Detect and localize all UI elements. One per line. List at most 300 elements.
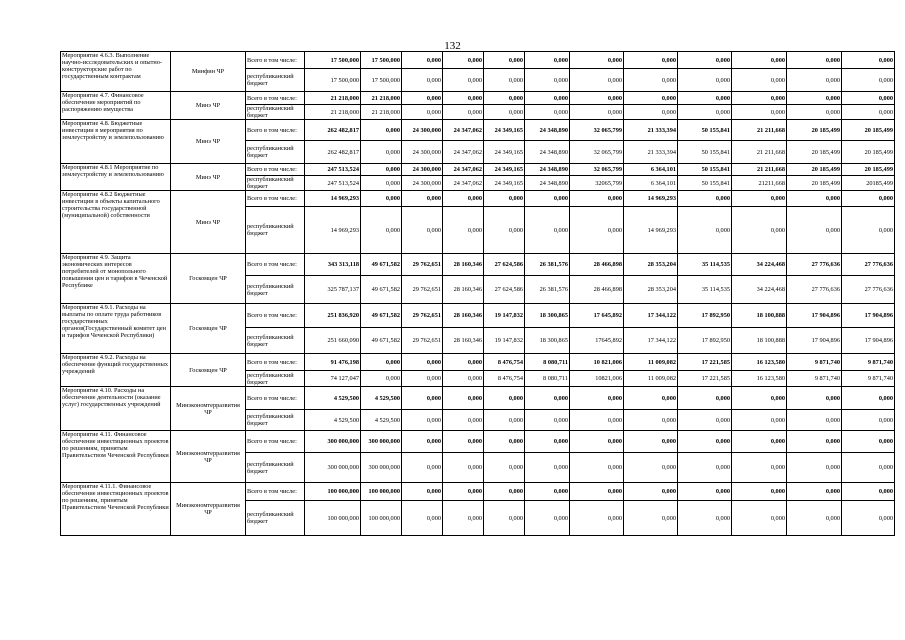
table-row xyxy=(61,387,895,410)
year-value-cell: 28 160,346 xyxy=(443,304,484,328)
year-value-cell: 0,000 xyxy=(787,105,842,120)
year-value-cell: 20 185,499 xyxy=(842,141,895,164)
year-value-cell: 17 892,950 xyxy=(678,328,732,354)
total-value-cell: 325 787,137 xyxy=(305,276,361,304)
executor-cell: Минэкономтерразвития ЧР xyxy=(171,483,246,536)
year-value-cell: 0,000 xyxy=(361,120,402,141)
year-value-cell: 24 349,165 xyxy=(484,176,525,191)
year-value-cell: 24 349,165 xyxy=(484,120,525,141)
year-value-cell: 0,000 xyxy=(678,501,732,536)
year-value-cell: 0,000 xyxy=(443,410,484,431)
year-value-cell: 27 776,636 xyxy=(787,276,842,304)
year-value-cell: 21 218,000 xyxy=(361,92,402,105)
funding-source: республиканский бюджет xyxy=(246,207,305,254)
year-value-cell: 300 000,000 xyxy=(361,453,402,483)
table-row xyxy=(61,254,895,276)
measure-name: Мероприятие 4.8.2 Бюджетные инвестиции в объекты капитального строительства государственной (муниципальной) собственности xyxy=(61,191,171,254)
year-value-cell: 0,000 xyxy=(842,92,895,105)
year-value-cell: 10 821,006 xyxy=(570,354,624,371)
year-value-cell: 0,000 xyxy=(525,431,570,453)
measure-name: Мероприятие 4.9. Защита экономических интересов потребителей от монопольного повышения цен и тарифов в Чеченской Республике xyxy=(61,254,171,304)
year-value-cell: 24 300,000 xyxy=(402,164,443,176)
year-value-cell: 0,000 xyxy=(842,207,895,254)
year-value-cell: 0,000 xyxy=(624,105,678,120)
year-value-cell: 17645,892 xyxy=(570,328,624,354)
year-value-cell: 20 185,499 xyxy=(842,120,895,141)
year-value-cell: 0,000 xyxy=(570,207,624,254)
total-value-cell: 262 482,817 xyxy=(305,141,361,164)
year-value-cell: 0,000 xyxy=(484,105,525,120)
table-row xyxy=(61,431,895,453)
year-value-cell: 18 300,865 xyxy=(525,328,570,354)
year-value-cell: 21 333,394 xyxy=(624,141,678,164)
year-value-cell: 34 224,468 xyxy=(732,254,787,276)
funding-source: Всего в том числе: xyxy=(246,254,305,276)
year-value-cell: 0,000 xyxy=(842,105,895,120)
year-value-cell: 27 624,586 xyxy=(484,276,525,304)
year-value-cell: 0,000 xyxy=(787,52,842,69)
year-value-cell: 29 762,651 xyxy=(402,254,443,276)
year-value-cell: 0,000 xyxy=(402,105,443,120)
year-value-cell: 8 476,754 xyxy=(484,354,525,371)
table-row xyxy=(61,304,895,328)
table-row xyxy=(61,483,895,501)
total-value-cell: 21 218,000 xyxy=(305,105,361,120)
year-value-cell: 0,000 xyxy=(787,207,842,254)
year-value-cell: 0,000 xyxy=(484,431,525,453)
year-value-cell: 0,000 xyxy=(842,52,895,69)
year-value-cell: 0,000 xyxy=(678,52,732,69)
year-value-cell: 16 123,580 xyxy=(732,354,787,371)
year-value-cell: 0,000 xyxy=(402,410,443,431)
executor-cell: Минэ ЧР xyxy=(171,164,246,191)
table-row xyxy=(61,191,895,207)
year-value-cell: 0,000 xyxy=(402,453,443,483)
total-value-cell: 100 000,000 xyxy=(305,483,361,501)
funding-source: Всего в том числе: xyxy=(246,120,305,141)
year-value-cell: 0,000 xyxy=(624,501,678,536)
year-value-cell: 24 348,890 xyxy=(525,176,570,191)
year-value-cell: 0,000 xyxy=(624,92,678,105)
year-value-cell: 0,000 xyxy=(732,52,787,69)
year-value-cell: 0,000 xyxy=(570,92,624,105)
measure-name: Мероприятие 4.9.2. Расходы на обеспечение функций государственных учреждений xyxy=(61,354,171,387)
funding-source: республиканский бюджет xyxy=(246,276,305,304)
table-body xyxy=(61,52,895,536)
year-value-cell: 0,000 xyxy=(842,410,895,431)
year-value-cell: 0,000 xyxy=(525,105,570,120)
year-value-cell: 0,000 xyxy=(484,69,525,92)
year-value-cell: 0,000 xyxy=(678,191,732,207)
year-value-cell: 0,000 xyxy=(678,69,732,92)
year-value-cell: 0,000 xyxy=(732,483,787,501)
year-value-cell: 0,000 xyxy=(443,431,484,453)
year-value-cell: 0,000 xyxy=(678,483,732,501)
total-value-cell: 17 500,000 xyxy=(305,69,361,92)
year-value-cell: 8 080,711 xyxy=(525,371,570,387)
year-value-cell: 0,000 xyxy=(402,52,443,69)
year-value-cell: 0,000 xyxy=(402,92,443,105)
funding-source: Всего в том числе: xyxy=(246,304,305,328)
year-value-cell: 0,000 xyxy=(525,207,570,254)
year-value-cell: 0,000 xyxy=(525,52,570,69)
year-value-cell: 0,000 xyxy=(678,105,732,120)
year-value-cell: 28 160,346 xyxy=(443,254,484,276)
year-value-cell: 17 645,892 xyxy=(570,304,624,328)
year-value-cell: 35 114,535 xyxy=(678,254,732,276)
executor-cell: Минэ ЧР xyxy=(171,191,246,254)
funding-source: республиканский бюджет xyxy=(246,141,305,164)
year-value-cell: 0,000 xyxy=(402,371,443,387)
total-value-cell: 247 513,524 xyxy=(305,176,361,191)
year-value-cell: 0,000 xyxy=(678,431,732,453)
year-value-cell: 17 344,122 xyxy=(624,304,678,328)
year-value-cell: 0,000 xyxy=(570,501,624,536)
year-value-cell: 32065,799 xyxy=(570,176,624,191)
total-value-cell: 74 127,047 xyxy=(305,371,361,387)
year-value-cell: 0,000 xyxy=(443,371,484,387)
year-value-cell: 28 353,204 xyxy=(624,276,678,304)
executor-cell: Минэкономтерразвития ЧР xyxy=(171,387,246,431)
year-value-cell: 0,000 xyxy=(570,69,624,92)
year-value-cell: 21 211,668 xyxy=(732,141,787,164)
funding-source: Всего в том числе: xyxy=(246,164,305,176)
measure-name: Мероприятие 4.7. Финансовое обеспечение мероприятий по распоряжению имущества xyxy=(61,92,171,120)
year-value-cell: 0,000 xyxy=(732,191,787,207)
year-value-cell: 20 185,499 xyxy=(787,164,842,176)
year-value-cell: 0,000 xyxy=(443,501,484,536)
year-value-cell: 11 009,082 xyxy=(624,354,678,371)
year-value-cell: 0,000 xyxy=(787,453,842,483)
year-value-cell: 0,000 xyxy=(570,52,624,69)
year-value-cell: 0,000 xyxy=(443,483,484,501)
year-value-cell: 27 624,586 xyxy=(484,254,525,276)
year-value-cell: 0,000 xyxy=(624,52,678,69)
year-value-cell: 0,000 xyxy=(570,387,624,410)
year-value-cell: 0,000 xyxy=(787,431,842,453)
year-value-cell: 32 065,799 xyxy=(570,164,624,176)
year-value-cell: 0,000 xyxy=(361,141,402,164)
total-value-cell: 251 660,090 xyxy=(305,328,361,354)
year-value-cell: 0,000 xyxy=(787,483,842,501)
table-row xyxy=(61,52,895,69)
year-value-cell: 0,000 xyxy=(402,69,443,92)
total-value-cell: 262 482,817 xyxy=(305,120,361,141)
year-value-cell: 100 000,000 xyxy=(361,501,402,536)
year-value-cell: 26 381,576 xyxy=(525,276,570,304)
total-value-cell: 14 969,293 xyxy=(305,207,361,254)
year-value-cell: 20185,499 xyxy=(842,176,895,191)
year-value-cell: 0,000 xyxy=(570,453,624,483)
executor-cell: Минэ ЧР xyxy=(171,92,246,120)
year-value-cell: 17 500,000 xyxy=(361,69,402,92)
funding-source: Всего в том числе: xyxy=(246,387,305,410)
year-value-cell: 28 160,346 xyxy=(443,328,484,354)
total-value-cell: 247 513,524 xyxy=(305,164,361,176)
year-value-cell: 19 147,832 xyxy=(484,328,525,354)
year-value-cell: 49 671,582 xyxy=(361,276,402,304)
year-value-cell: 0,000 xyxy=(678,453,732,483)
year-value-cell: 49 671,582 xyxy=(361,328,402,354)
year-value-cell: 18 100,888 xyxy=(732,304,787,328)
funding-source: республиканский бюджет xyxy=(246,69,305,92)
year-value-cell: 0,000 xyxy=(443,354,484,371)
year-value-cell: 24 300,000 xyxy=(402,176,443,191)
measure-name: Мероприятие 4.8. Бюджетные инвестиции в мероприятия по землеустройству и землепользованию xyxy=(61,120,171,164)
year-value-cell: 32 065,799 xyxy=(570,141,624,164)
year-value-cell: 0,000 xyxy=(525,410,570,431)
year-value-cell: 0,000 xyxy=(484,501,525,536)
year-value-cell: 20 185,499 xyxy=(787,141,842,164)
funding-source: республиканский бюджет xyxy=(246,176,305,191)
executor-cell: Госкомцен ЧР xyxy=(171,304,246,354)
year-value-cell: 18 300,865 xyxy=(525,304,570,328)
total-value-cell: 14 969,293 xyxy=(305,191,361,207)
year-value-cell: 20 185,499 xyxy=(787,176,842,191)
year-value-cell: 35 114,535 xyxy=(678,276,732,304)
year-value-cell: 0,000 xyxy=(484,191,525,207)
year-value-cell: 0,000 xyxy=(525,453,570,483)
year-value-cell: 8 476,754 xyxy=(484,371,525,387)
year-value-cell: 24 347,062 xyxy=(443,141,484,164)
year-value-cell: 27 776,636 xyxy=(842,254,895,276)
year-value-cell: 0,000 xyxy=(443,207,484,254)
year-value-cell: 0,000 xyxy=(624,431,678,453)
executor-cell: Минэкономтерразвития ЧР xyxy=(171,431,246,483)
year-value-cell: 10821,006 xyxy=(570,371,624,387)
page-number: 132 xyxy=(444,40,461,52)
measure-name: Мероприятие 4.8.1 Мероприятие по землеустройству и землепользованию xyxy=(61,164,171,191)
total-value-cell: 4 529,500 xyxy=(305,410,361,431)
total-value-cell: 343 313,118 xyxy=(305,254,361,276)
year-value-cell: 0,000 xyxy=(570,410,624,431)
year-value-cell: 0,000 xyxy=(732,207,787,254)
funding-source: республиканский бюджет xyxy=(246,410,305,431)
total-value-cell: 17 500,000 xyxy=(305,52,361,69)
executor-cell: Минфин ЧР xyxy=(171,52,246,92)
year-value-cell: 0,000 xyxy=(570,105,624,120)
year-value-cell: 18 100,888 xyxy=(732,328,787,354)
year-value-cell: 0,000 xyxy=(624,387,678,410)
year-value-cell: 0,000 xyxy=(787,410,842,431)
year-value-cell: 24 349,165 xyxy=(484,164,525,176)
year-value-cell: 0,000 xyxy=(402,207,443,254)
year-value-cell: 0,000 xyxy=(732,501,787,536)
year-value-cell: 100 000,000 xyxy=(361,483,402,501)
year-value-cell: 14 969,293 xyxy=(624,207,678,254)
year-value-cell: 0,000 xyxy=(361,354,402,371)
year-value-cell: 21 211,668 xyxy=(732,164,787,176)
year-value-cell: 24 347,062 xyxy=(443,176,484,191)
year-value-cell: 4 529,500 xyxy=(361,387,402,410)
year-value-cell: 28 353,204 xyxy=(624,254,678,276)
year-value-cell: 34 224,468 xyxy=(732,276,787,304)
year-value-cell: 0,000 xyxy=(361,164,402,176)
year-value-cell: 20 185,499 xyxy=(787,120,842,141)
year-value-cell: 6 364,101 xyxy=(624,164,678,176)
year-value-cell: 0,000 xyxy=(484,387,525,410)
year-value-cell: 0,000 xyxy=(443,52,484,69)
year-value-cell: 0,000 xyxy=(732,92,787,105)
year-value-cell: 49 671,582 xyxy=(361,254,402,276)
year-value-cell: 0,000 xyxy=(842,431,895,453)
year-value-cell: 17 344,122 xyxy=(624,328,678,354)
year-value-cell: 0,000 xyxy=(842,501,895,536)
year-value-cell: 9 871,740 xyxy=(842,354,895,371)
year-value-cell: 0,000 xyxy=(402,431,443,453)
funding-source: республиканский бюджет xyxy=(246,328,305,354)
year-value-cell: 0,000 xyxy=(570,431,624,453)
year-value-cell: 0,000 xyxy=(624,483,678,501)
total-value-cell: 100 000,000 xyxy=(305,501,361,536)
year-value-cell: 29 762,651 xyxy=(402,276,443,304)
year-value-cell: 0,000 xyxy=(361,191,402,207)
funding-source: Всего в том числе: xyxy=(246,354,305,371)
total-value-cell: 4 529,500 xyxy=(305,387,361,410)
year-value-cell: 0,000 xyxy=(787,191,842,207)
year-value-cell: 17 904,896 xyxy=(787,304,842,328)
year-value-cell: 0,000 xyxy=(678,92,732,105)
year-value-cell: 0,000 xyxy=(842,483,895,501)
executor-cell: Госкомцен ЧР xyxy=(171,354,246,387)
funding-source: Всего в том числе: xyxy=(246,191,305,207)
table-row xyxy=(61,120,895,141)
year-value-cell: 300 000,000 xyxy=(361,431,402,453)
year-value-cell: 28 466,898 xyxy=(570,276,624,304)
year-value-cell: 16 123,580 xyxy=(732,371,787,387)
year-value-cell: 19 147,832 xyxy=(484,304,525,328)
funding-source: республиканский бюджет xyxy=(246,453,305,483)
year-value-cell: 0,000 xyxy=(842,453,895,483)
year-value-cell: 0,000 xyxy=(842,69,895,92)
year-value-cell: 0,000 xyxy=(570,191,624,207)
year-value-cell: 0,000 xyxy=(732,410,787,431)
year-value-cell: 0,000 xyxy=(525,387,570,410)
year-value-cell: 50 155,841 xyxy=(678,176,732,191)
year-value-cell: 49 671,582 xyxy=(361,304,402,328)
total-value-cell: 300 000,000 xyxy=(305,431,361,453)
year-value-cell: 0,000 xyxy=(484,453,525,483)
total-value-cell: 21 218,000 xyxy=(305,92,361,105)
funding-source: республиканский бюджет xyxy=(246,105,305,120)
year-value-cell: 4 529,500 xyxy=(361,410,402,431)
year-value-cell: 0,000 xyxy=(484,52,525,69)
funding-source: Всего в том числе: xyxy=(246,483,305,501)
year-value-cell: 0,000 xyxy=(443,105,484,120)
year-value-cell: 24 348,890 xyxy=(525,141,570,164)
year-value-cell: 32 065,799 xyxy=(570,120,624,141)
year-value-cell: 6 364,101 xyxy=(624,176,678,191)
year-value-cell: 0,000 xyxy=(624,69,678,92)
funding-source: республиканский бюджет xyxy=(246,371,305,387)
year-value-cell: 11 009,082 xyxy=(624,371,678,387)
year-value-cell: 0,000 xyxy=(525,191,570,207)
funding-source: республиканский бюджет xyxy=(246,501,305,536)
table-row xyxy=(61,92,895,105)
year-value-cell: 0,000 xyxy=(443,453,484,483)
year-value-cell: 9 871,740 xyxy=(842,371,895,387)
table-row xyxy=(61,354,895,371)
year-value-cell: 0,000 xyxy=(624,453,678,483)
year-value-cell: 9 871,740 xyxy=(787,371,842,387)
year-value-cell: 24 349,165 xyxy=(484,141,525,164)
table-row xyxy=(61,164,895,176)
year-value-cell: 0,000 xyxy=(732,69,787,92)
year-value-cell: 0,000 xyxy=(402,501,443,536)
year-value-cell: 0,000 xyxy=(484,92,525,105)
year-value-cell: 0,000 xyxy=(624,410,678,431)
year-value-cell: 8 080,711 xyxy=(525,354,570,371)
funding-source: Всего в том числе: xyxy=(246,431,305,453)
year-value-cell: 26 381,576 xyxy=(525,254,570,276)
total-value-cell: 91 476,198 xyxy=(305,354,361,371)
year-value-cell: 0,000 xyxy=(443,92,484,105)
year-value-cell: 0,000 xyxy=(484,483,525,501)
year-value-cell: 24 348,890 xyxy=(525,120,570,141)
year-value-cell: 28 160,346 xyxy=(443,276,484,304)
measure-name: Мероприятие 4.11.1. Финансовое обеспечение инвестиционных проектов по решениям, принятым Правительством Чеченской Республики xyxy=(61,483,171,536)
year-value-cell: 24 300,000 xyxy=(402,120,443,141)
year-value-cell: 29 762,651 xyxy=(402,304,443,328)
year-value-cell: 50 155,841 xyxy=(678,120,732,141)
funding-source: Всего в том числе: xyxy=(246,92,305,105)
year-value-cell: 0,000 xyxy=(402,354,443,371)
year-value-cell: 0,000 xyxy=(842,387,895,410)
year-value-cell: 17 904,896 xyxy=(842,328,895,354)
year-value-cell: 20 185,499 xyxy=(842,164,895,176)
measure-name: Мероприятие 4.6.3. Выполнение научно-исследовательских и опытно-конструкторские работ по государственным контрактам xyxy=(61,52,171,92)
year-value-cell: 0,000 xyxy=(525,483,570,501)
year-value-cell: 24 347,062 xyxy=(443,164,484,176)
year-value-cell: 27 776,636 xyxy=(787,254,842,276)
year-value-cell: 0,000 xyxy=(842,191,895,207)
executor-cell: Госкомцен ЧР xyxy=(171,254,246,304)
year-value-cell: 0,000 xyxy=(484,207,525,254)
year-value-cell: 0,000 xyxy=(402,191,443,207)
year-value-cell: 27 776,636 xyxy=(842,276,895,304)
year-value-cell: 17 500,000 xyxy=(361,52,402,69)
year-value-cell: 0,000 xyxy=(787,501,842,536)
year-value-cell: 9 871,740 xyxy=(787,354,842,371)
year-value-cell: 17 904,896 xyxy=(842,304,895,328)
year-value-cell: 0,000 xyxy=(361,207,402,254)
year-value-cell: 0,000 xyxy=(732,453,787,483)
year-value-cell: 0,000 xyxy=(361,371,402,387)
measure-name: Мероприятие 4.9.1. Расходы на выплаты по оплате труда работников государственных органов(Государственный комитет цен и тарифов Чеченской Республики) xyxy=(61,304,171,354)
year-value-cell: 0,000 xyxy=(732,387,787,410)
year-value-cell: 0,000 xyxy=(361,176,402,191)
year-value-cell: 28 466,898 xyxy=(570,254,624,276)
year-value-cell: 0,000 xyxy=(443,191,484,207)
year-value-cell: 21211,668 xyxy=(732,176,787,191)
year-value-cell: 0,000 xyxy=(787,69,842,92)
year-value-cell: 0,000 xyxy=(678,207,732,254)
budget-table xyxy=(60,51,895,536)
year-value-cell: 24 347,062 xyxy=(443,120,484,141)
measure-name: Мероприятие 4.11. Финансовое обеспечение инвестиционных проектов по решениям, принятым Правительством Чеченской Республики xyxy=(61,431,171,483)
year-value-cell: 17 892,950 xyxy=(678,304,732,328)
year-value-cell: 17 904,896 xyxy=(787,328,842,354)
funding-source: Всего в том числе: xyxy=(246,52,305,69)
year-value-cell: 50 155,841 xyxy=(678,141,732,164)
year-value-cell: 24 300,000 xyxy=(402,141,443,164)
year-value-cell: 0,000 xyxy=(678,410,732,431)
total-value-cell: 300 000,000 xyxy=(305,453,361,483)
year-value-cell: 29 762,651 xyxy=(402,328,443,354)
year-value-cell: 0,000 xyxy=(525,501,570,536)
year-value-cell: 0,000 xyxy=(570,483,624,501)
year-value-cell: 0,000 xyxy=(402,387,443,410)
